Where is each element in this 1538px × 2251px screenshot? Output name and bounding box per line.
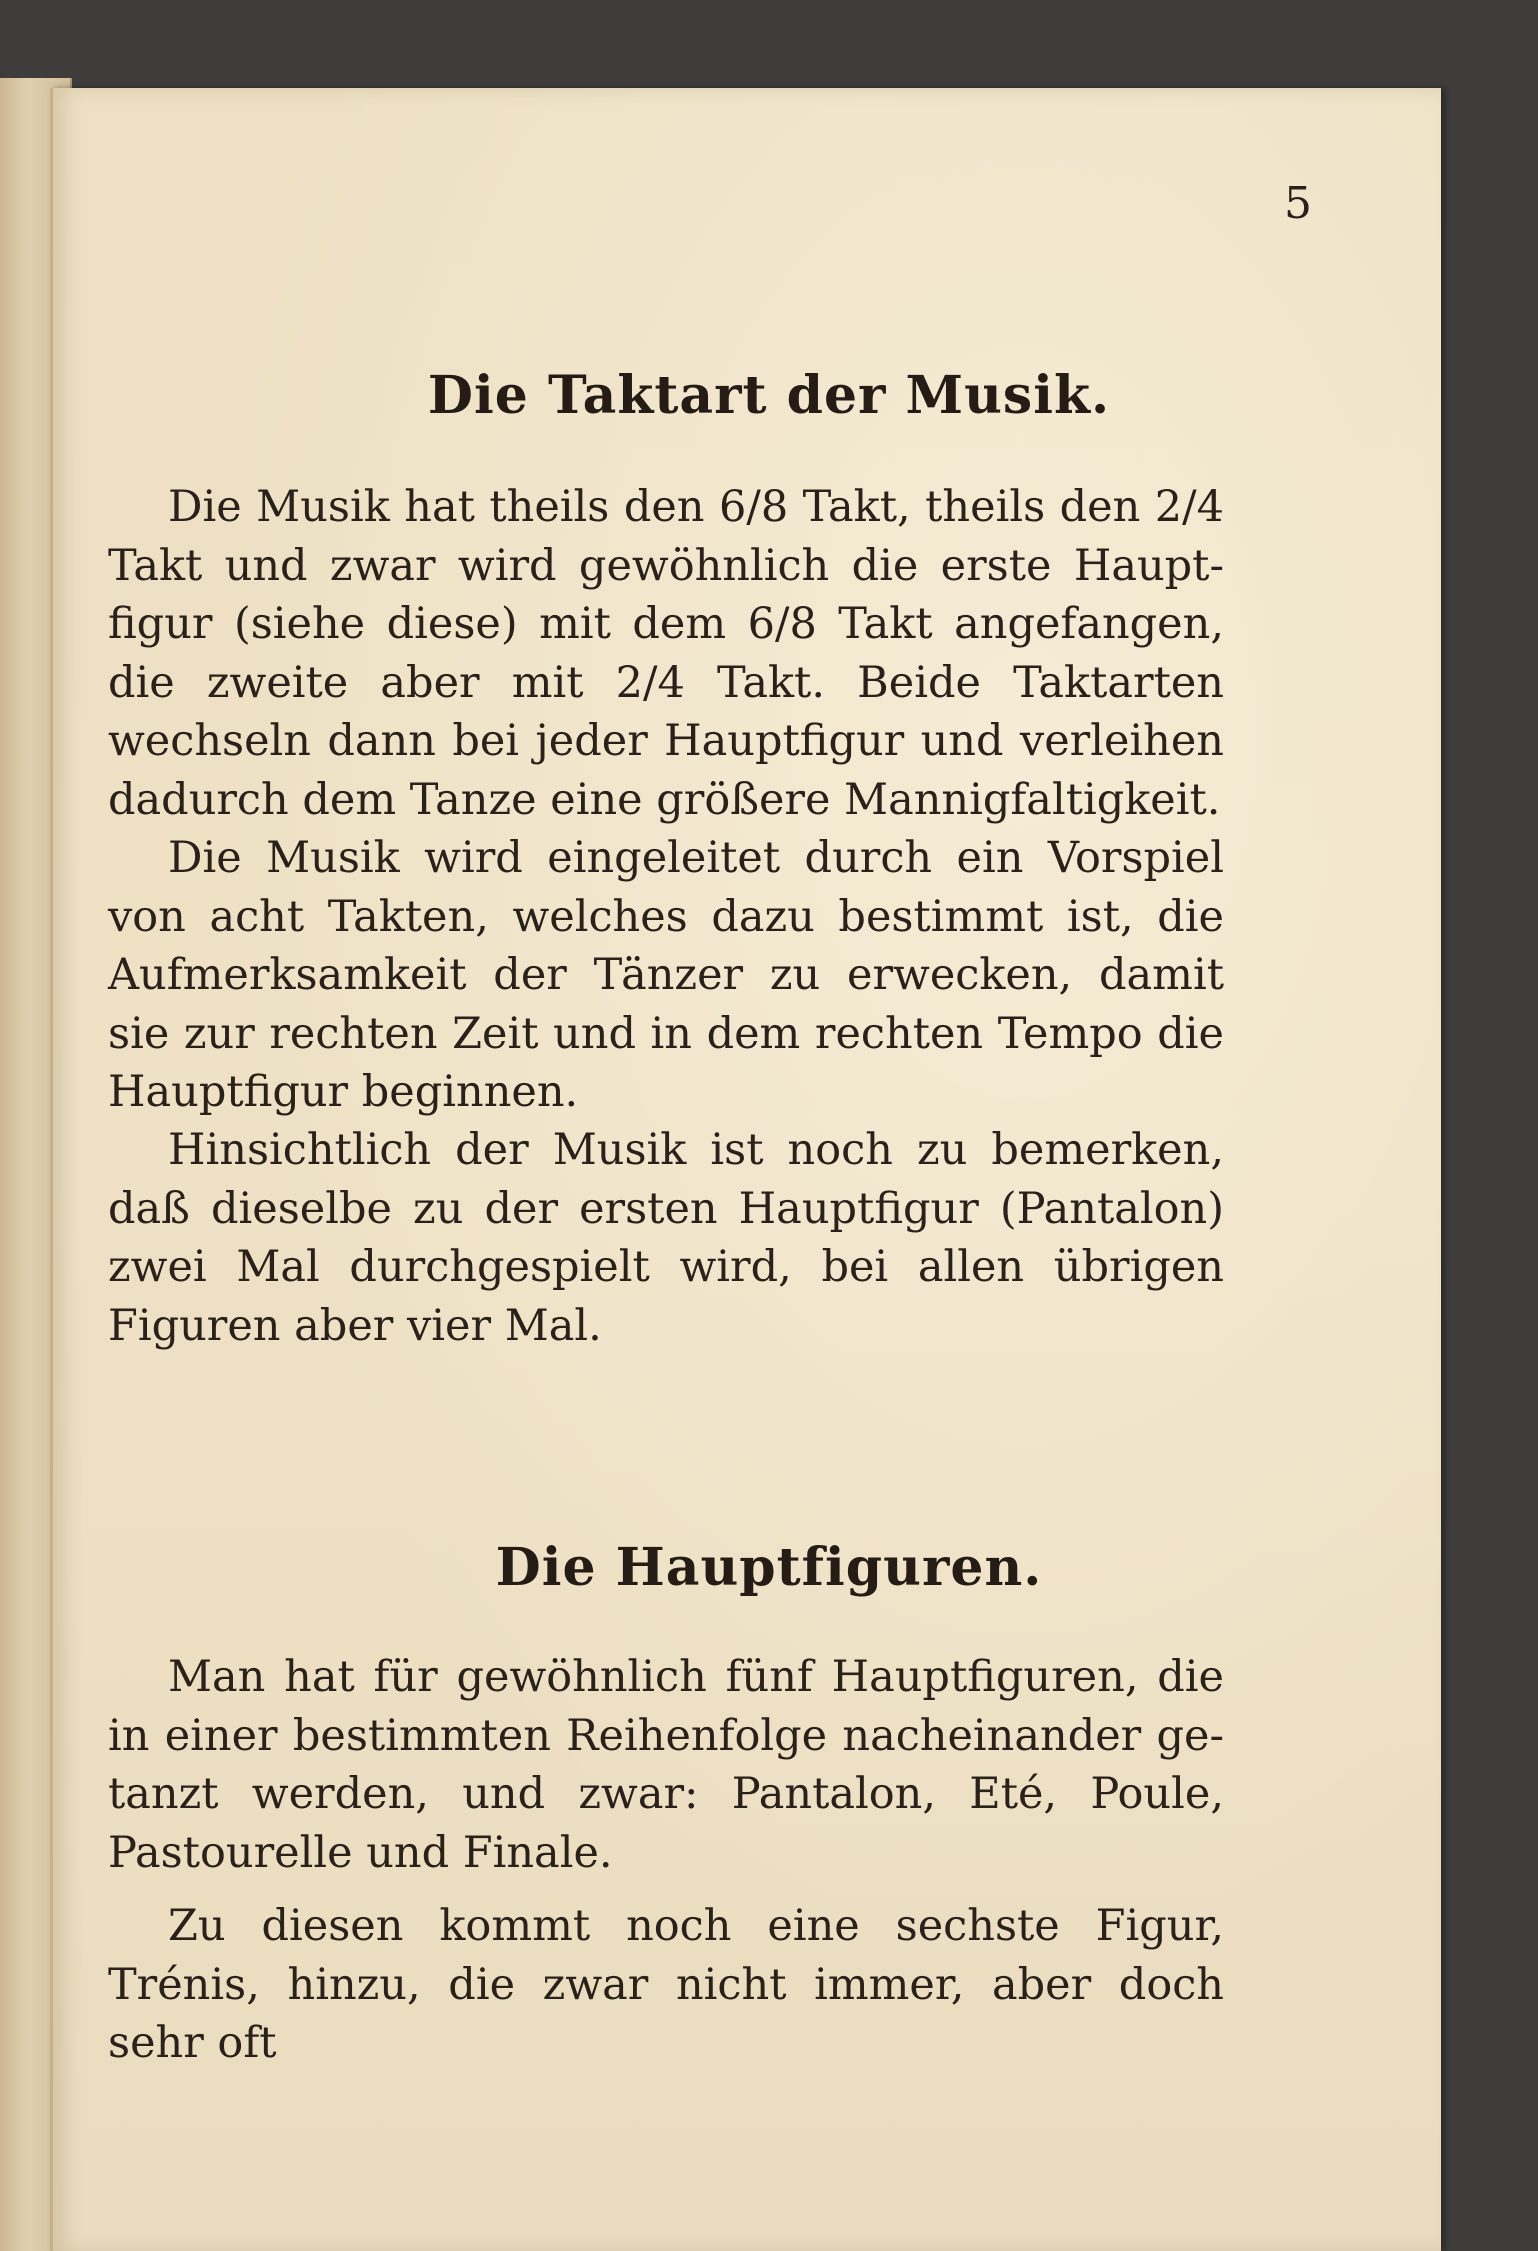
section-heading-taktart: Die Taktart der Musik. [427,365,1111,426]
paragraph-hauptfiguren-1: Man hat für gewöhnlich fünf Hauptfiguren, die in einer bestimmten Reihenfolge nacheinander ge-tanzt werden, und zwar: Pantalon, Eté, Poule, Pastourelle und Finale. [108,1652,1224,1878]
paragraph-taktart-3: Hinsichtlich der Musik ist noch zu bemerken, daß dieselbe zu der ersten Hauptfigur (Pantalon) zwei Mal durchgespielt wird, bei allen übrigen Figuren aber vier Mal. [108,1125,1224,1351]
page-number: 5 [1284,178,1312,229]
paragraph-taktart-2: Die Musik wird eingeleitet durch ein Vorspiel von acht Takten, welches dazu bestimmt ist, die Aufmerksamkeit der Tänzer zu erwecken, damit sie zur rechten Zeit und in dem rechten Tempo die Hauptfigur beginnen. [108,833,1224,1117]
paragraph-taktart-1: Die Musik hat theils den 6/8 Takt, theils den 2/4 Takt und zwar wird gewöhnlich die erste Haupt-figur (siehe diese) mit dem 6/8 Takt angefangen, die zweite aber mit 2/4 Takt. Beide Taktarten wechseln dann bei jeder Hauptfigur und verleihen dadurch dem Tanze eine größere Mannigfaltigkeit. [108,482,1224,825]
section-heading-hauptfiguren: Die Hauptfiguren. [495,1537,1043,1598]
paragraph-hauptfiguren-2: Zu diesen kommt noch eine sechste Figur, Trénis, hinzu, die zwar nicht immer, aber doch sehr oft [108,1901,1224,2068]
